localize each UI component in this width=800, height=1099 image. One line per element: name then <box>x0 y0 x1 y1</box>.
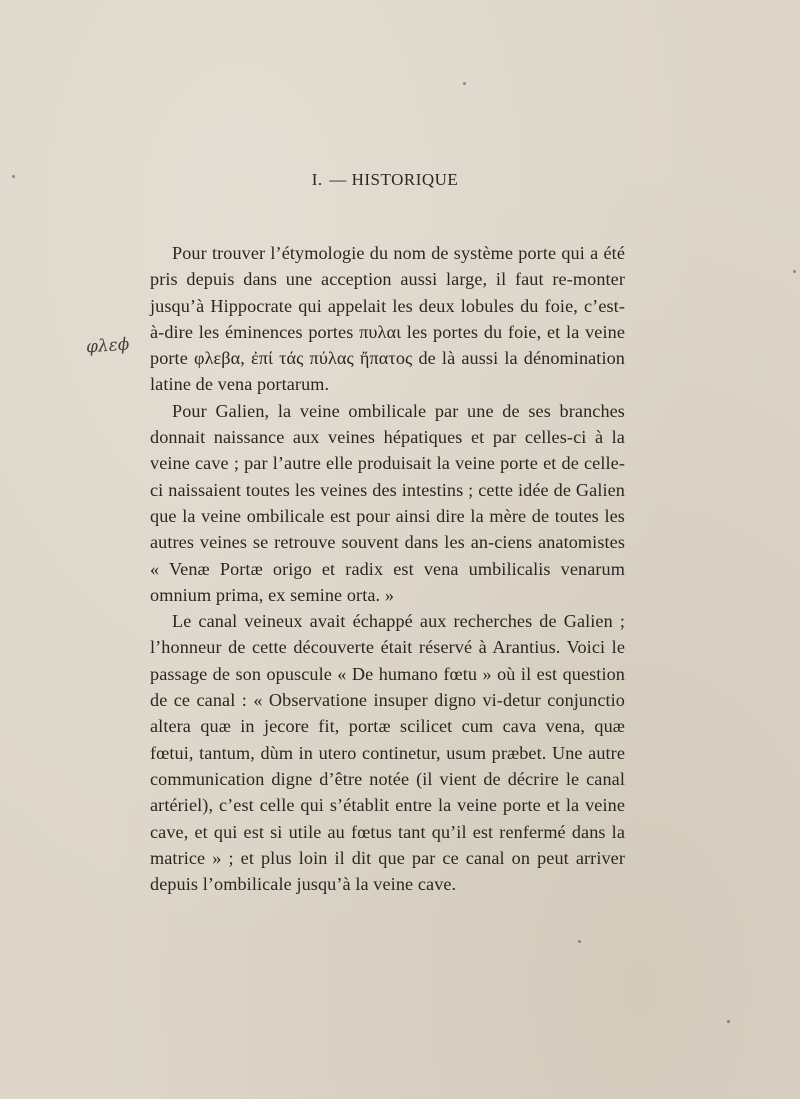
paper-speck <box>463 82 466 85</box>
paper-speck <box>727 1020 730 1023</box>
paper-speck <box>12 175 15 178</box>
paragraph-etymology: Pour trouver l’étymologie du nom de système porte qui a été pris depuis dans une acception aussi large, il faut re-monter jusqu’à Hippocrate qui appelait les deux lobules du foie, c’est-à-dire les éminences portes πυλαι les portes du foie, et la veine porte φλεβα, ἐπί τάς πύλας ἤπατος de là aussi la dénomination latine de vena portarum. <box>150 243 625 395</box>
handwritten-margin-note: φλεϕ <box>85 334 131 358</box>
section-heading <box>0 170 770 190</box>
section-title: HISTORIQUE <box>351 170 459 189</box>
paper-speck <box>578 940 581 943</box>
paragraph-arantius: Le canal veineux avait échappé aux recherches de Galien ; l’honneur de cette découverte était réservé à Arantius. Voici le passage de son opuscule « De humano fœtu » où il est question de ce canal : « Observatione insuper digno vi-detur conjunctio altera quæ in jecore fit, portæ scilicet cum cava vena, quæ fœtui, tantum, dùm in utero continetur, usum præbet. Une autre communication digne d’être notée (il vient de décrire le canal artériel), c’est celle qui s’établit entre la veine porte et la veine cave, et qui est si utile au fœtus tant qu’il est renfermé dans la matrice » ; et plus loin il dit que par ce canal on peut arriver depuis l’ombilicale jusqu’à la veine cave. <box>150 611 625 895</box>
paragraph-galien: Pour Galien, la veine ombilicale par une de ses branches donnait naissance aux veines hépatiques et par celles-ci à la veine cave ; par l’autre elle produisait la veine porte et de celle-ci naissaient toutes les veines des intestins ; cette idée de Galien que la veine ombilicale est pour ainsi dire la mère de toutes les autres veines se retrouve souvent dans les an-ciens anatomistes « Venæ Portæ origo et radix est vena umbilicalis venarum omnium prima, ex semine orta. » <box>150 400 625 605</box>
section-dash: — <box>329 170 347 189</box>
body-text <box>150 240 625 897</box>
paper-speck <box>793 270 796 273</box>
section-number: I. <box>311 170 323 189</box>
